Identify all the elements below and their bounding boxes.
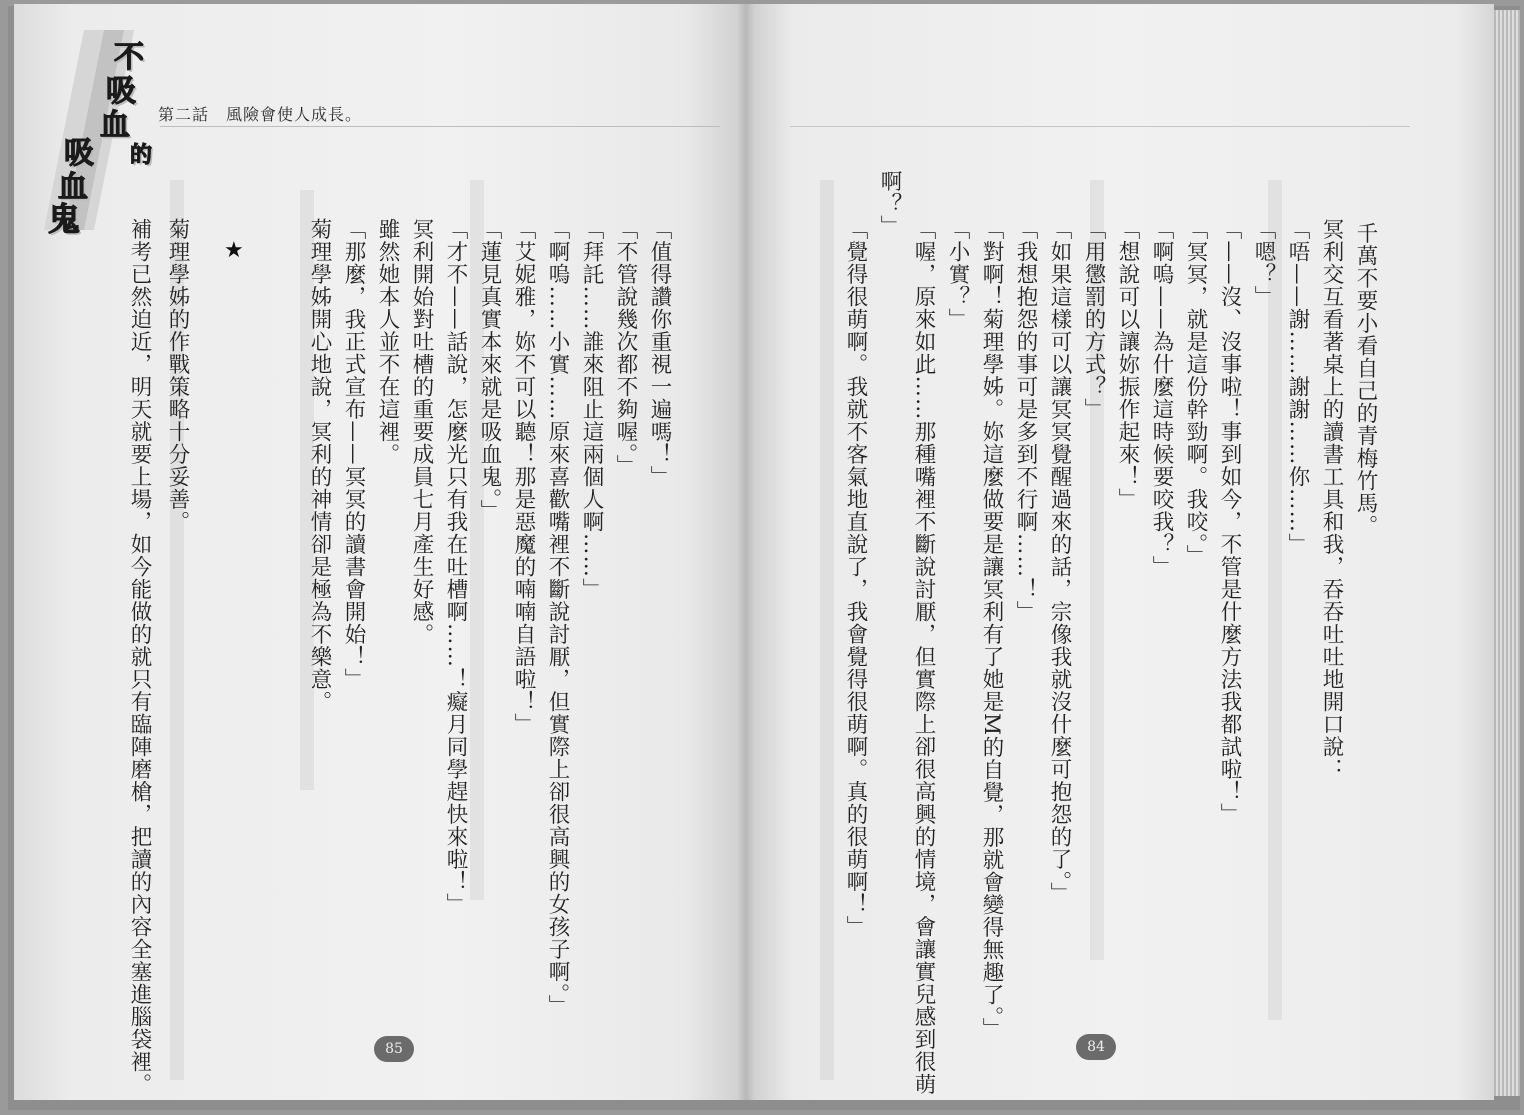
book-logo <box>44 30 164 238</box>
text-column: 補考已然迫近，明天就要上場，如今能做的就只有臨陣磨槍，把讀的內容全塞進腦袋裡。 <box>127 218 152 1096</box>
text-column: 「不管說幾次都不夠喔。」 <box>613 218 638 478</box>
logo-char: 不 <box>114 40 144 75</box>
page-number: 85 <box>374 1036 414 1062</box>
show-through-text <box>820 180 834 1080</box>
text-column: 「——沒、沒事啦！事到如今，不管是什麼方法我都試啦！」 <box>1217 218 1242 826</box>
text-column: 「唔——謝……謝謝……你……」 <box>1285 218 1310 556</box>
text-column: 「我想抱怨的事可是多到不行啊……！」 <box>1013 218 1038 623</box>
logo-char: 鬼 <box>48 200 81 238</box>
text-column: 「拜託……誰來阻止這兩個人啊……」 <box>579 218 604 601</box>
section-break-star: ★ <box>224 238 244 263</box>
text-column: 「蓮見真實本來就是吸血鬼。」 <box>477 218 502 523</box>
text-column: 「用懲罰的方式？」 <box>1081 218 1106 421</box>
header-rule <box>160 126 720 127</box>
text-column: 菊理學姊的作戰策略十分妥善。 <box>165 218 190 533</box>
text-column: 「那麼，我正式宣布——冥冥的讀書會開始！」 <box>341 218 366 691</box>
text-column: 「啊嗚——為什麼這時候要咬我？」 <box>1149 218 1174 578</box>
book-gutter <box>738 4 754 1100</box>
page-number: 84 <box>1076 1034 1116 1060</box>
header-rule <box>790 126 1410 127</box>
logo-char: 血 <box>100 108 130 143</box>
text-column: 菊理學姊開心地說，冥利的神情卻是極為不樂意。 <box>307 218 332 713</box>
text-column: 「喔，原來如此……那種嘴裡不斷說討厭，但實際上卻很高興的情境，會讓實兒感到很萌 <box>911 218 936 1096</box>
text-column: 冥利交互看著桌上的讀書工具和我，吞吞吐吐地開口說： <box>1319 218 1344 781</box>
text-column: 啊？」 <box>877 170 902 238</box>
text-column: 「值得讚你重視一遍嗎！」 <box>647 218 672 488</box>
text-column: 「如果這樣可以讓冥冥覺醒過來的話，宗像我就沒什麼可抱怨的了。」 <box>1047 218 1072 905</box>
logo-char: 吸 <box>106 74 136 109</box>
text-column: 「艾妮雅，妳不可以聽！那是惡魔的喃喃自語啦！」 <box>511 218 536 736</box>
chapter-title: 第二話 風險會使人成長。 <box>158 105 363 124</box>
text-column: 「冥冥，就是這份幹勁啊。我咬。」 <box>1183 218 1208 568</box>
text-column: 「小實？」 <box>945 218 970 331</box>
text-column: 冥利開始對吐槽的重要成員七月產生好感。 <box>409 218 434 646</box>
text-column: 「想說可以讓妳振作起來！」 <box>1115 218 1140 511</box>
text-column: 「才不——話說，怎麼光只有我在吐槽啊……！癡月同學趕快來啦！」 <box>443 218 468 916</box>
text-column: 「覺得很萌啊。我就不客氣地直說了，我會覺得很萌啊。真的很萌啊！」 <box>843 218 868 938</box>
logo-char: 的 <box>130 143 153 168</box>
text-column: 「對啊！菊理學姊。妳這麼做要是讓冥利有了她是M的自覺，那就會變得無趣了。」 <box>979 218 1004 1041</box>
logo-char: 血 <box>58 170 88 205</box>
text-column: 「啊嗚……小實……原來喜歡嘴裡不斷說討厭，但實際上卻很高興的女孩子啊。」 <box>545 218 570 1018</box>
text-column: 雖然她本人並不在這裡。 <box>375 218 400 466</box>
page-edges <box>1494 10 1520 1096</box>
text-column: 「嗯？」 <box>1251 218 1276 308</box>
text-column: 千萬不要小看自己的青梅竹馬。 <box>1353 222 1378 537</box>
logo-char: 吸 <box>64 136 94 171</box>
